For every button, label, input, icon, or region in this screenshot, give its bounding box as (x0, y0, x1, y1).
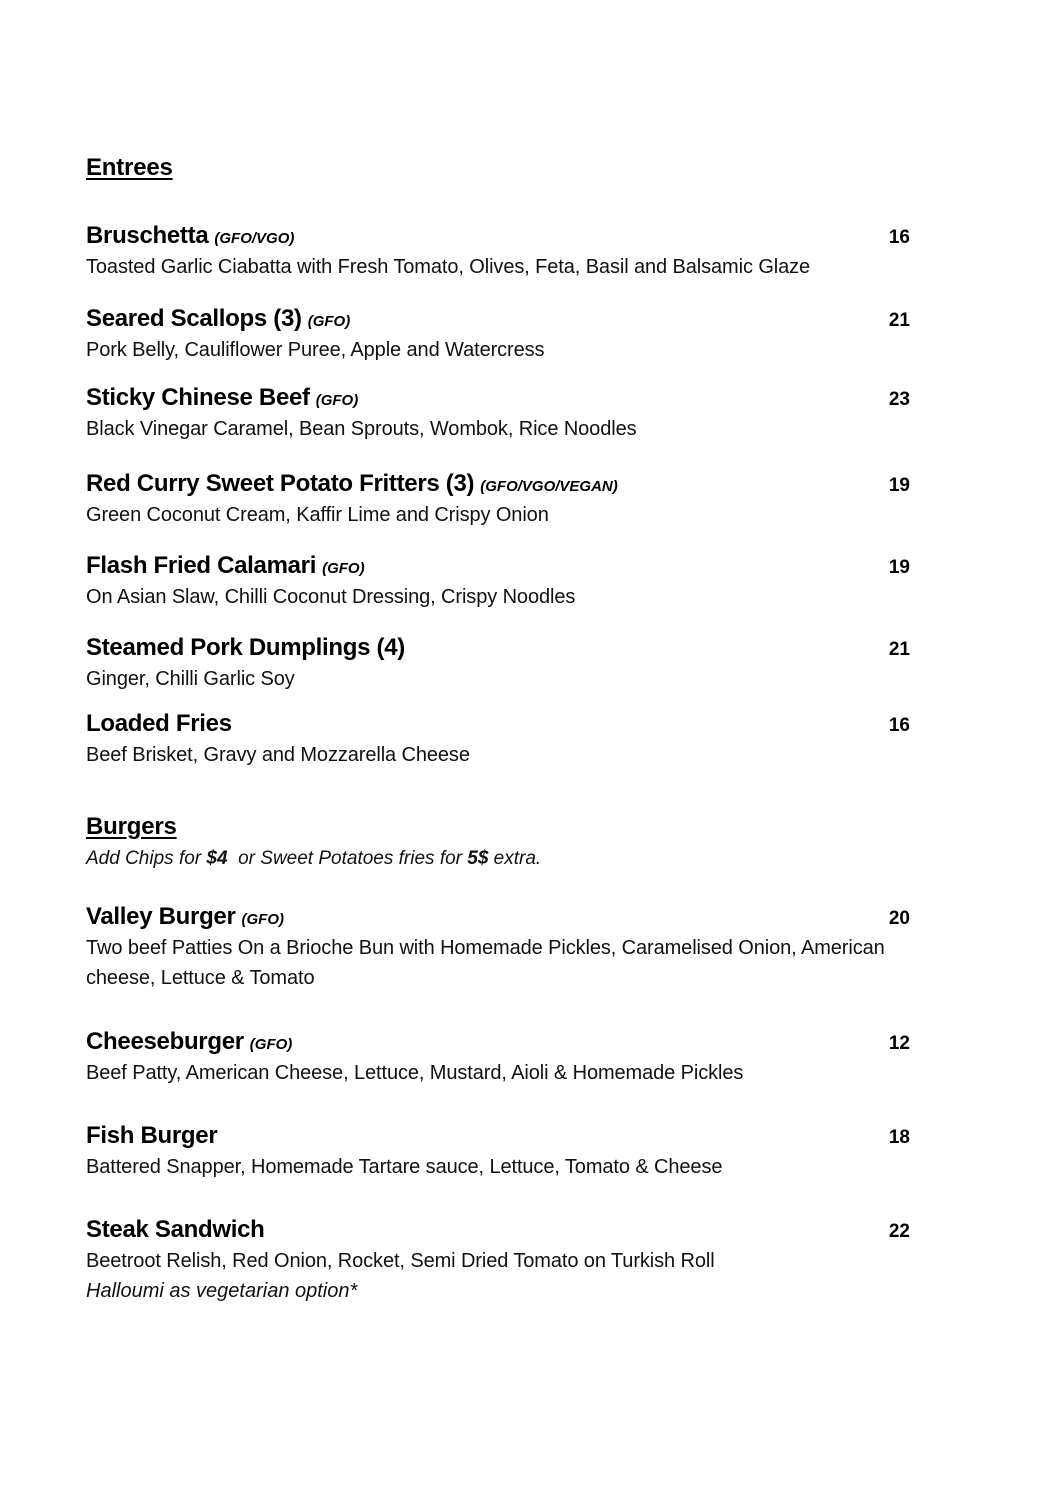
menu-item (86, 222, 912, 282)
menu-item (86, 552, 912, 612)
item-name: Bruschetta (86, 222, 209, 249)
menu-item (86, 1028, 912, 1088)
item-price: 21 (888, 639, 910, 660)
item-name: Steamed Pork Dumplings (4) (86, 634, 405, 661)
item-price: 16 (888, 715, 910, 736)
item-dietary-tag: (GFO) (249, 1036, 293, 1053)
entrees-heading: Entrees (86, 154, 173, 181)
item-price: 12 (888, 1033, 910, 1054)
burgers-heading: Burgers (86, 813, 177, 840)
menu-item (86, 903, 912, 993)
item-price: 16 (888, 227, 910, 248)
item-dietary-tag: (GFO) (241, 911, 285, 928)
item-name: Steak Sandwich (86, 1216, 265, 1243)
item-description: Beetroot Relish, Red Onion, Rocket, Semi Dried Tomato on Turkish Roll (86, 1250, 715, 1272)
item-name: Seared Scallops (3) (86, 305, 302, 332)
menu-item (86, 384, 912, 444)
item-name: Fish Burger (86, 1122, 218, 1149)
item-description: Beef Brisket, Gravy and Mozzarella Cheese (86, 744, 470, 766)
fries-price: 5$ (467, 848, 489, 869)
item-description: Two beef Patties On a Brioche Bun with Homemade Pickles, Caramelised Onion, American cheese, Lettuce & Tomato (86, 937, 885, 989)
item-price: 19 (888, 475, 910, 496)
item-price: 18 (888, 1127, 910, 1148)
menu-item (86, 1122, 912, 1182)
item-dietary-tag: (GFO) (307, 313, 351, 330)
item-description: Black Vinegar Caramel, Bean Sprouts, Wombok, Rice Noodles (86, 418, 637, 440)
item-dietary-tag: (GFO) (322, 560, 365, 577)
item-name: Red Curry Sweet Potato Fritters (3) (86, 470, 475, 497)
menu-item (86, 305, 912, 365)
item-name: Loaded Fries (86, 710, 232, 737)
item-price: 21 (888, 310, 910, 331)
note-middle: or Sweet Potatoes fries for (227, 848, 468, 869)
item-name: Cheeseburger (86, 1028, 244, 1055)
item-dietary-tag: (GFO/VGO) (214, 230, 295, 247)
chips-price: $4 (206, 848, 228, 869)
burgers-sides-note (86, 848, 541, 870)
item-description: Toasted Garlic Ciabatta with Fresh Tomato, Olives, Feta, Basil and Balsamic Glaze (86, 256, 811, 278)
item-description: Beef Patty, American Cheese, Lettuce, Mustard, Aioli & Homemade Pickles (86, 1062, 744, 1084)
item-description: Green Coconut Cream, Kaffir Lime and Crispy Onion (86, 504, 549, 526)
item-dietary-tag: (GFO/VGO/VEGAN) (480, 478, 618, 495)
item-price: 19 (888, 557, 910, 578)
note-prefix: Add Chips for (86, 848, 207, 869)
item-description: On Asian Slaw, Chilli Coconut Dressing, Crispy Noodles (86, 586, 576, 608)
menu-item (86, 470, 912, 530)
item-name: Sticky Chinese Beef (86, 384, 310, 411)
item-price: 23 (888, 389, 910, 410)
menu-item (86, 634, 912, 694)
item-vegetarian-note: Halloumi as vegetarian option* (86, 1280, 358, 1302)
note-suffix: extra. (488, 848, 542, 869)
item-name: Valley Burger (86, 903, 236, 930)
item-dietary-tag: (GFO) (315, 392, 359, 409)
item-price: 20 (888, 908, 910, 929)
menu-item (86, 1216, 912, 1306)
item-description: Ginger, Chilli Garlic Soy (86, 668, 295, 690)
item-price: 22 (888, 1221, 910, 1242)
item-name: Flash Fried Calamari (86, 552, 317, 579)
item-description: Pork Belly, Cauliflower Puree, Apple and Watercress (86, 339, 545, 361)
menu-item (86, 710, 912, 770)
item-description: Battered Snapper, Homemade Tartare sauce, Lettuce, Tomato & Cheese (86, 1156, 723, 1178)
